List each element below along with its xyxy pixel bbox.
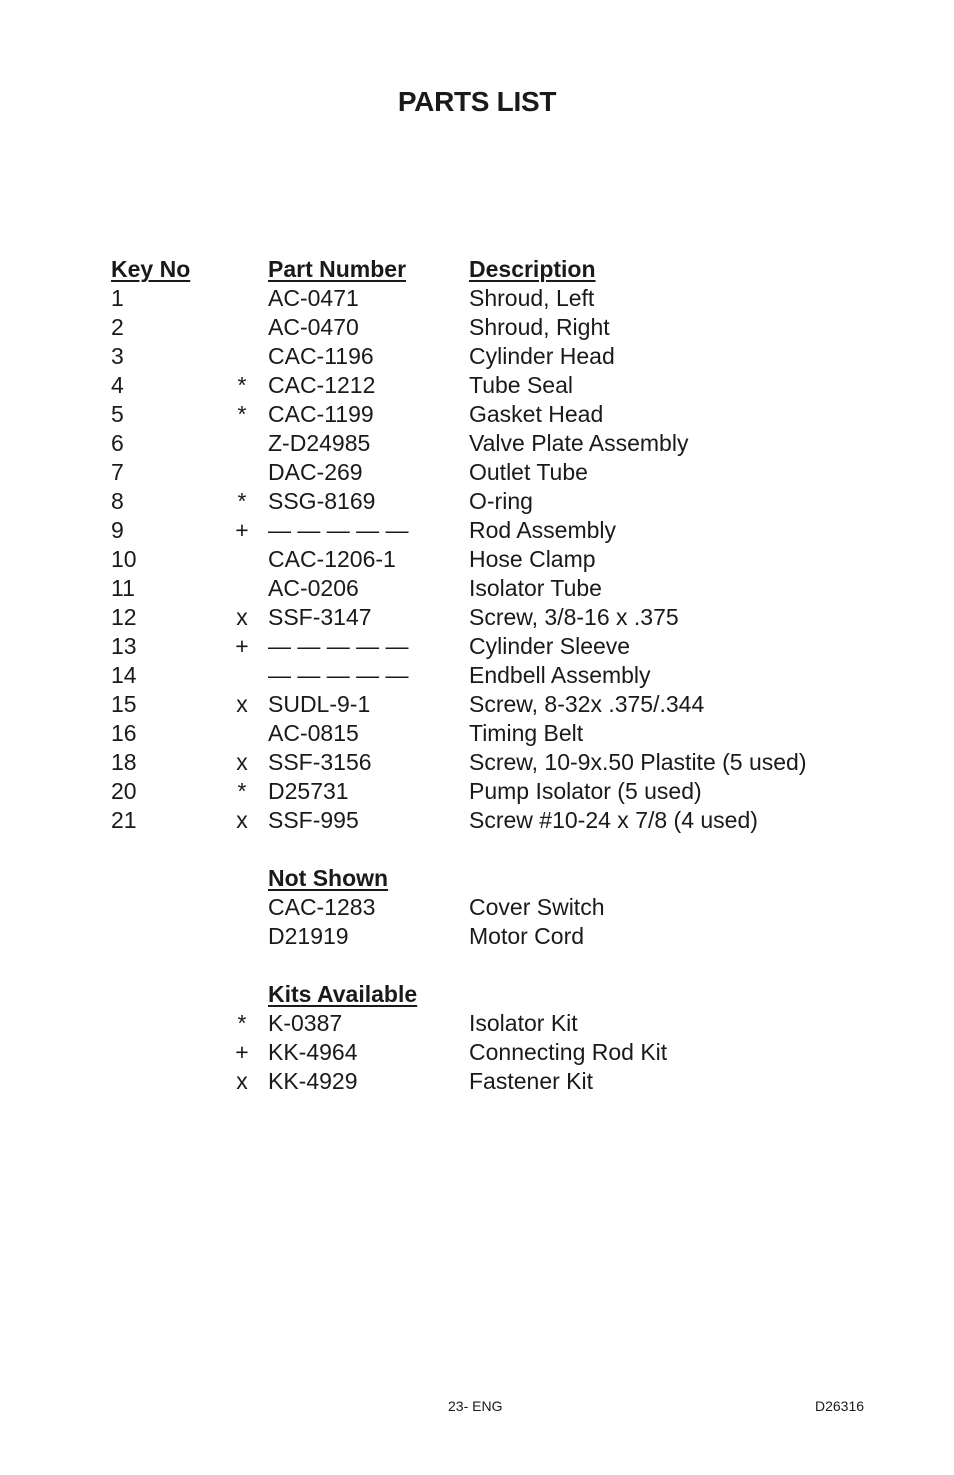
kit-mark: * — [237, 778, 247, 804]
part-description: Isolator Tube — [469, 575, 602, 601]
kit-mark: + — [235, 1039, 249, 1065]
kit-mark: * — [237, 1010, 247, 1036]
part-number: — — — — — — [268, 662, 409, 688]
kit-row — [0, 1009, 954, 1038]
part-row — [0, 487, 954, 516]
key-no: 3 — [111, 343, 124, 369]
part-row — [0, 574, 954, 603]
part-description: Cylinder Head — [469, 343, 615, 369]
parts-header-row — [0, 255, 954, 284]
part-description: Cover Switch — [469, 894, 605, 920]
part-row — [0, 777, 954, 806]
kit-row — [0, 1038, 954, 1067]
section-gap — [0, 951, 954, 980]
key-no: 5 — [111, 401, 124, 427]
key-no: 6 — [111, 430, 124, 456]
part-row — [0, 661, 954, 690]
kit-description: Isolator Kit — [469, 1010, 578, 1036]
page-title: PARTS LIST — [397, 86, 557, 117]
key-no: 10 — [111, 546, 137, 572]
part-row — [0, 603, 954, 632]
kit-mark: * — [237, 488, 247, 514]
part-row — [0, 342, 954, 371]
kit-part-number: K-0387 — [268, 1010, 343, 1036]
not-shown-row — [0, 922, 954, 951]
part-number: AC-0206 — [268, 575, 359, 601]
part-description: Screw, 8-32x .375/.344 — [469, 691, 705, 717]
kits-header-row — [0, 980, 954, 1009]
part-number: D21919 — [268, 923, 349, 949]
key-no: 8 — [111, 488, 124, 514]
part-number: AC-0815 — [268, 720, 359, 746]
part-number: Z-D24985 — [268, 430, 371, 456]
part-number: SSF-995 — [268, 807, 359, 833]
kit-part-number: KK-4929 — [268, 1068, 358, 1094]
key-no: 20 — [111, 778, 137, 804]
part-number: — — — — — — [268, 517, 409, 543]
part-row — [0, 313, 954, 342]
part-row — [0, 748, 954, 777]
not-shown-header-row — [0, 864, 954, 893]
key-no: 9 — [111, 517, 124, 543]
part-row — [0, 400, 954, 429]
kit-mark: x — [236, 691, 248, 717]
part-number: DAC-269 — [268, 459, 363, 485]
kit-mark: * — [237, 372, 247, 398]
part-row — [0, 690, 954, 719]
parts-list — [0, 255, 954, 1096]
part-description: Rod Assembly — [469, 517, 617, 543]
part-row — [0, 458, 954, 487]
kit-description: Fastener Kit — [469, 1068, 593, 1094]
part-row — [0, 516, 954, 545]
kit-part-number: KK-4964 — [268, 1039, 358, 1065]
key-no: 12 — [111, 604, 137, 630]
key-no: 13 — [111, 633, 137, 659]
part-number: CAC-1206-1 — [268, 546, 396, 572]
key-no: 7 — [111, 459, 124, 485]
part-number: CAC-1212 — [268, 372, 376, 398]
part-description: Motor Cord — [469, 923, 585, 949]
part-description: Endbell Assembly — [469, 662, 651, 688]
not-shown-row — [0, 893, 954, 922]
part-row — [0, 806, 954, 835]
key-no: 16 — [111, 720, 137, 746]
page-number: 23- ENG — [448, 1398, 503, 1414]
kit-description: Connecting Rod Kit — [469, 1039, 668, 1065]
part-row — [0, 429, 954, 458]
part-row — [0, 371, 954, 400]
key-no-header: Key No — [111, 256, 191, 282]
part-description: Gasket Head — [469, 401, 604, 427]
kit-row — [0, 1067, 954, 1096]
kit-mark: x — [236, 749, 248, 775]
key-no: 2 — [111, 314, 124, 340]
key-no: 4 — [111, 372, 124, 398]
key-no: 11 — [111, 575, 135, 601]
part-row — [0, 719, 954, 748]
kits-available-heading: Kits Available — [268, 981, 418, 1007]
part-number: CAC-1196 — [268, 343, 374, 369]
part-number: CAC-1199 — [268, 401, 374, 427]
document-number: D26316 — [815, 1398, 865, 1414]
section-gap — [0, 835, 954, 864]
part-number: CAC-1283 — [268, 894, 376, 920]
part-description: Timing Belt — [469, 720, 584, 746]
part-description: Shroud, Left — [469, 285, 595, 311]
part-number: AC-0471 — [268, 285, 359, 311]
kit-mark: * — [237, 401, 247, 427]
kit-mark: + — [235, 633, 249, 659]
part-number: SSF-3156 — [268, 749, 372, 775]
part-number: D25731 — [268, 778, 349, 804]
part-description: Screw, 10-9x.50 Plastite (5 used) — [469, 749, 807, 775]
part-description: O-ring — [469, 488, 533, 514]
part-number-header: Part Number — [268, 256, 407, 282]
part-row — [0, 632, 954, 661]
part-description: Outlet Tube — [469, 459, 588, 485]
kit-mark: x — [236, 604, 248, 630]
part-number: SSG-8169 — [268, 488, 376, 514]
part-number: AC-0470 — [268, 314, 359, 340]
part-description: Cylinder Sleeve — [469, 633, 631, 659]
part-description: Screw #10-24 x 7/8 (4 used) — [469, 807, 758, 833]
description-header: Description — [469, 256, 596, 282]
part-number: — — — — — — [268, 633, 409, 659]
not-shown-heading: Not Shown — [268, 865, 389, 891]
key-no: 18 — [111, 749, 137, 775]
kit-mark: x — [236, 807, 248, 833]
key-no: 15 — [111, 691, 137, 717]
part-description: Valve Plate Assembly — [469, 430, 689, 456]
part-description: Shroud, Right — [469, 314, 610, 340]
part-description: Tube Seal — [469, 372, 573, 398]
kit-mark: + — [235, 517, 249, 543]
part-number: SSF-3147 — [268, 604, 372, 630]
part-description: Hose Clamp — [469, 546, 596, 572]
part-row — [0, 545, 954, 574]
key-no: 1 — [111, 285, 124, 311]
key-no: 21 — [111, 807, 137, 833]
part-number: SUDL-9-1 — [268, 691, 371, 717]
part-description: Pump Isolator (5 used) — [469, 778, 702, 804]
part-description: Screw, 3/8-16 x .375 — [469, 604, 679, 630]
kit-mark: x — [236, 1068, 248, 1094]
key-no: 14 — [111, 662, 137, 688]
part-row — [0, 284, 954, 313]
